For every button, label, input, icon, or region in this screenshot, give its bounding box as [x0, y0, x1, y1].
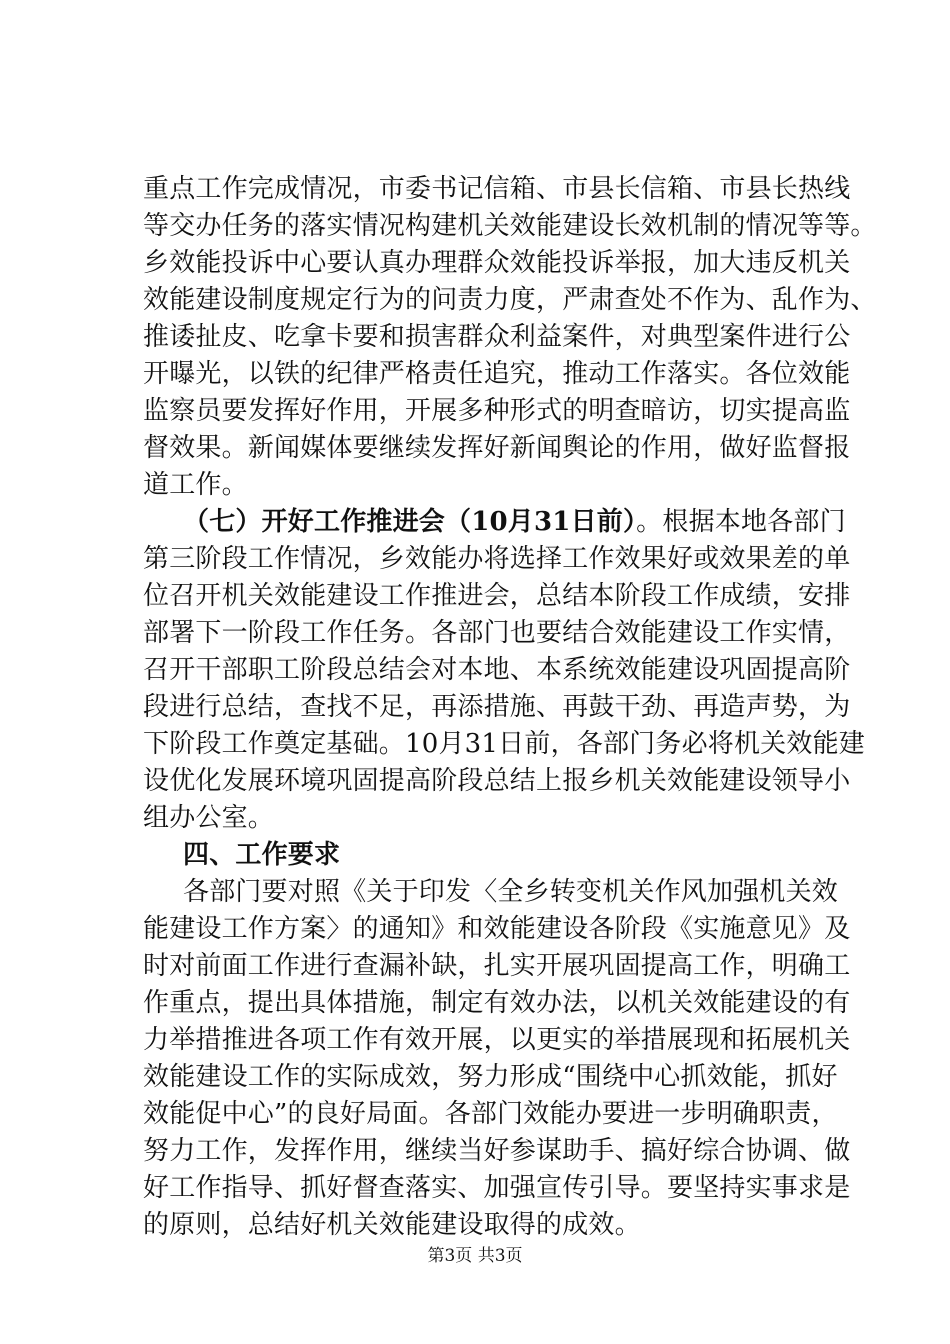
text-line: 效能促中心”的良好局面。各部门效能办要进一步明确职责， — [143, 1099, 838, 1129]
text-line: 道工作。 — [143, 470, 248, 500]
text-line: 推诿扯皮、吃拿卡要和损害群众利益案件，对典型案件进行公 — [143, 322, 851, 352]
text-line: 能建设工作方案〉的通知》和效能建设各阶段《实施意见》及 — [143, 914, 851, 944]
page-footer: 第3页 共3页 — [427, 1246, 523, 1266]
section-7-heading: （七）开好工作推进会（10月31日前） — [183, 507, 637, 537]
text-line: 设优化发展环境巩固提高阶段总结上报乡机关效能建设领导小 — [143, 766, 851, 796]
text-line: 效能建设制度规定行为的问责力度，严肃查处不作为、乱作为、 — [143, 285, 877, 315]
text-line: 效能建设工作的实际成效，努力形成“围绕中心抓效能，抓好 — [143, 1062, 838, 1092]
text-line: 组办公室。 — [143, 803, 275, 833]
text-line: 召开干部职工阶段总结会对本地、本系统效能建设巩固提高阶 — [143, 655, 851, 685]
section-7-text: 。根据本地各部门 — [636, 507, 846, 537]
text-line: 时对前面工作进行查漏补缺，扎实开展巩固提高工作，明确工 — [143, 951, 851, 981]
text-line: 位召开机关效能建设工作推进会，总结本阶段工作成绩，安排 — [143, 581, 851, 611]
text-line: 督效果。新闻媒体要继续发挥好新闻舆论的作用，做好监督报 — [143, 433, 851, 463]
text-line: 努力工作，发挥作用，继续当好参谋助手、搞好综合协调、做 — [143, 1136, 851, 1166]
section-4-heading: 四、工作要求 — [183, 840, 341, 870]
text-line: 第三阶段工作情况，乡效能办将选择工作效果好或效果差的单 — [143, 544, 851, 574]
text-line: 监察员要发挥好作用，开展多种形式的明查暗访，切实提高监 — [143, 396, 851, 426]
text-line: 作重点，提出具体措施，制定有效办法，以机关效能建设的有 — [143, 988, 851, 1018]
text-line: 各部门要对照《关于印发〈全乡转变机关作风加强机关效 — [183, 877, 839, 907]
text-line: 开曝光，以铁的纪律严格责任追究，推动工作落实。各位效能 — [143, 359, 851, 389]
text-line: 段进行总结，查找不足，再添措施、再鼓干劲、再造声势，为 — [143, 692, 851, 722]
text-line: 重点工作完成情况，市委书记信箱、市县长信箱、市县长热线 — [143, 174, 851, 204]
document-body — [143, 171, 877, 1244]
text-line: 好工作指导、抓好督查落实、加强宣传引导。要坚持实事求是 — [143, 1173, 851, 1203]
text-line: 乡效能投诉中心要认真办理群众效能投诉举报，加大违反机关 — [143, 248, 851, 278]
text-line: 力举措推进各项工作有效开展，以更实的举措展现和拓展机关 — [143, 1025, 851, 1055]
text-line: 下阶段工作奠定基础。10月31日前，各部门务必将机关效能建 — [143, 729, 865, 759]
text-line: 等交办任务的落实情况构建机关效能建设长效机制的情况等等。 — [143, 211, 877, 241]
text-line: 部署下一阶段工作任务。各部门也要结合效能建设工作实情， — [143, 618, 851, 648]
text-line: 的原则，总结好机关效能建设取得的成效。 — [143, 1210, 641, 1240]
section-7-line — [143, 504, 846, 541]
